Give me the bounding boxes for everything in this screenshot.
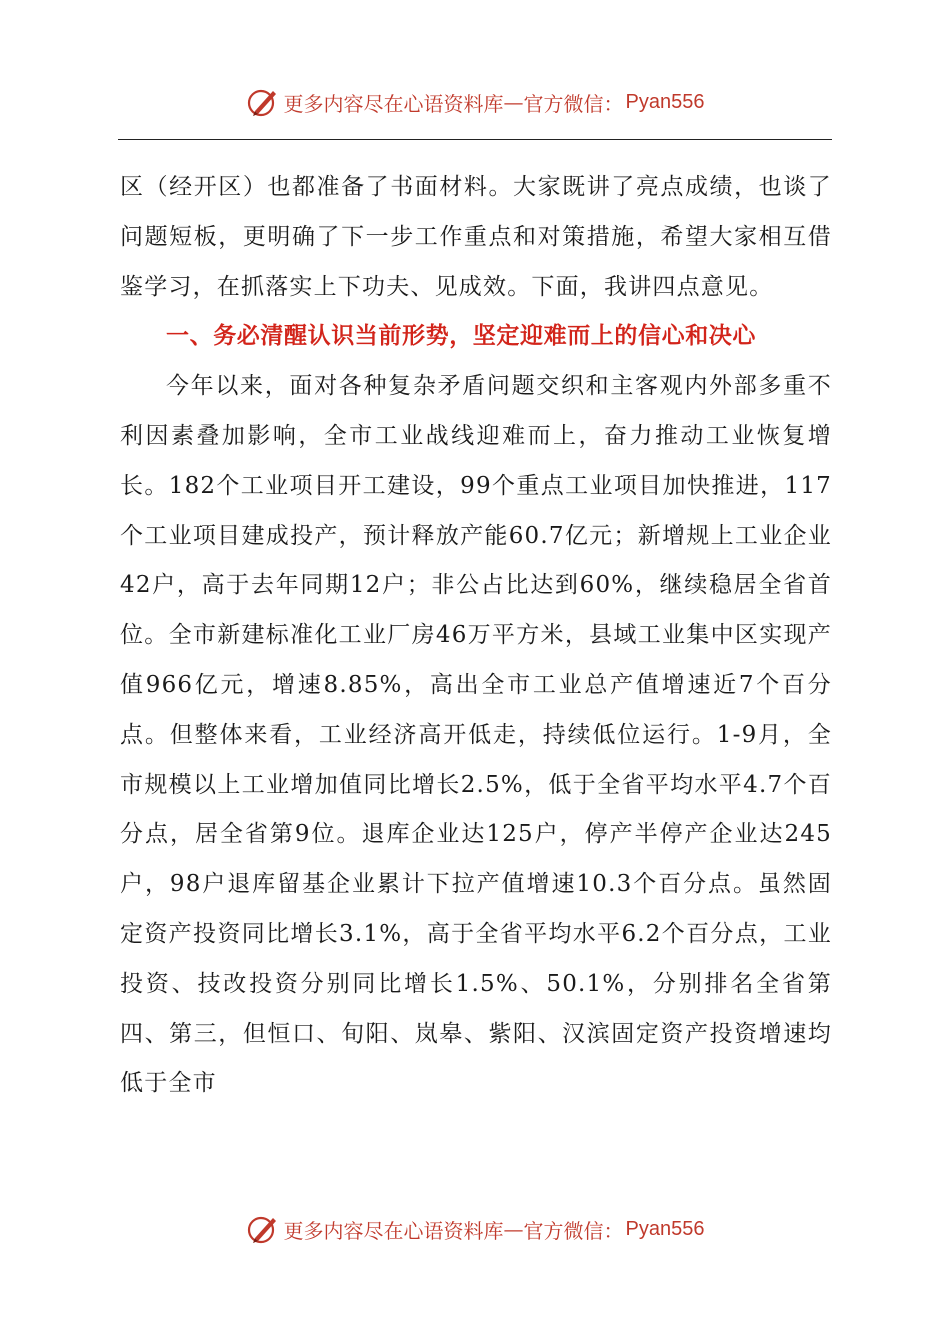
section-heading-1: 一、务必清醒认识当前形势，坚定迎难而上的信心和决心: [166, 323, 756, 350]
footer-wechat-label: 官方微信：: [523, 1218, 624, 1243]
paragraph-2: 今年以来，面对各种复杂矛盾问题交织和主客观内外部多重不利因素叠加影响，全市工业战线迎难而上，奋力推动工业恢复增长。182个工业项目开工建设，99个重点工业项目加快推进，117个工业项目建成投产，预计释放产能60.7亿元；新增规上工业企业42户，高于去年同期12户；非公占比达到60%，继续稳居全省首位。全市新建标准化工业厂房46万平方米，县域工业集中区实现产值966亿元，增速8.85%，高出全市工业总产值增速近7个百分点。但整体来看，工业经济高开低走，持续低位运行。1-9月，全市规模以上工业增加值同比增长2.5%，低于全省平均水平4.7个百分点，居全省第9位。退库企业达125户，停产半停产企业达245户，98户退库留基企业累计下拉产值增速10.3个百分点。虽然固定资产投资同比增长3.1%，高于全省平均水平6.2个百分点，工业投资、技改投资分别同比增长1.5%、50.1%，分别排名全省第四、第三，但恒口、旬阳、岚皋、紫阳、汉滨固定资产投资增速均低于全市: [120, 373, 832, 1097]
footer-brand-text: 更多内容尽在心语资料库: [283, 1218, 504, 1243]
document-body: [120, 163, 832, 1109]
header-watermark: [0, 82, 950, 122]
footer-wechat-id: Pyan556: [625, 1217, 705, 1240]
header-wechat-label: 官方微信：: [523, 91, 624, 116]
footer-watermark: [0, 1209, 950, 1249]
pen-logo-icon: [246, 85, 280, 119]
header-wechat-id: Pyan556: [625, 90, 705, 113]
paragraph-1: 区（经开区）也都准备了书面材料。大家既讲了亮点成绩，也谈了问题短板，更明确了下一步工作重点和对策措施，希望大家相互借鉴学习，在抓落实上下功夫、见成效。下面，我讲四点意见。: [120, 174, 832, 300]
header-divider: [118, 139, 832, 140]
header-brand-text: 更多内容尽在心语资料库: [283, 91, 504, 116]
footer-separator: —: [503, 1217, 524, 1241]
header-separator: —: [503, 90, 524, 114]
pen-logo-icon: [246, 1212, 280, 1246]
